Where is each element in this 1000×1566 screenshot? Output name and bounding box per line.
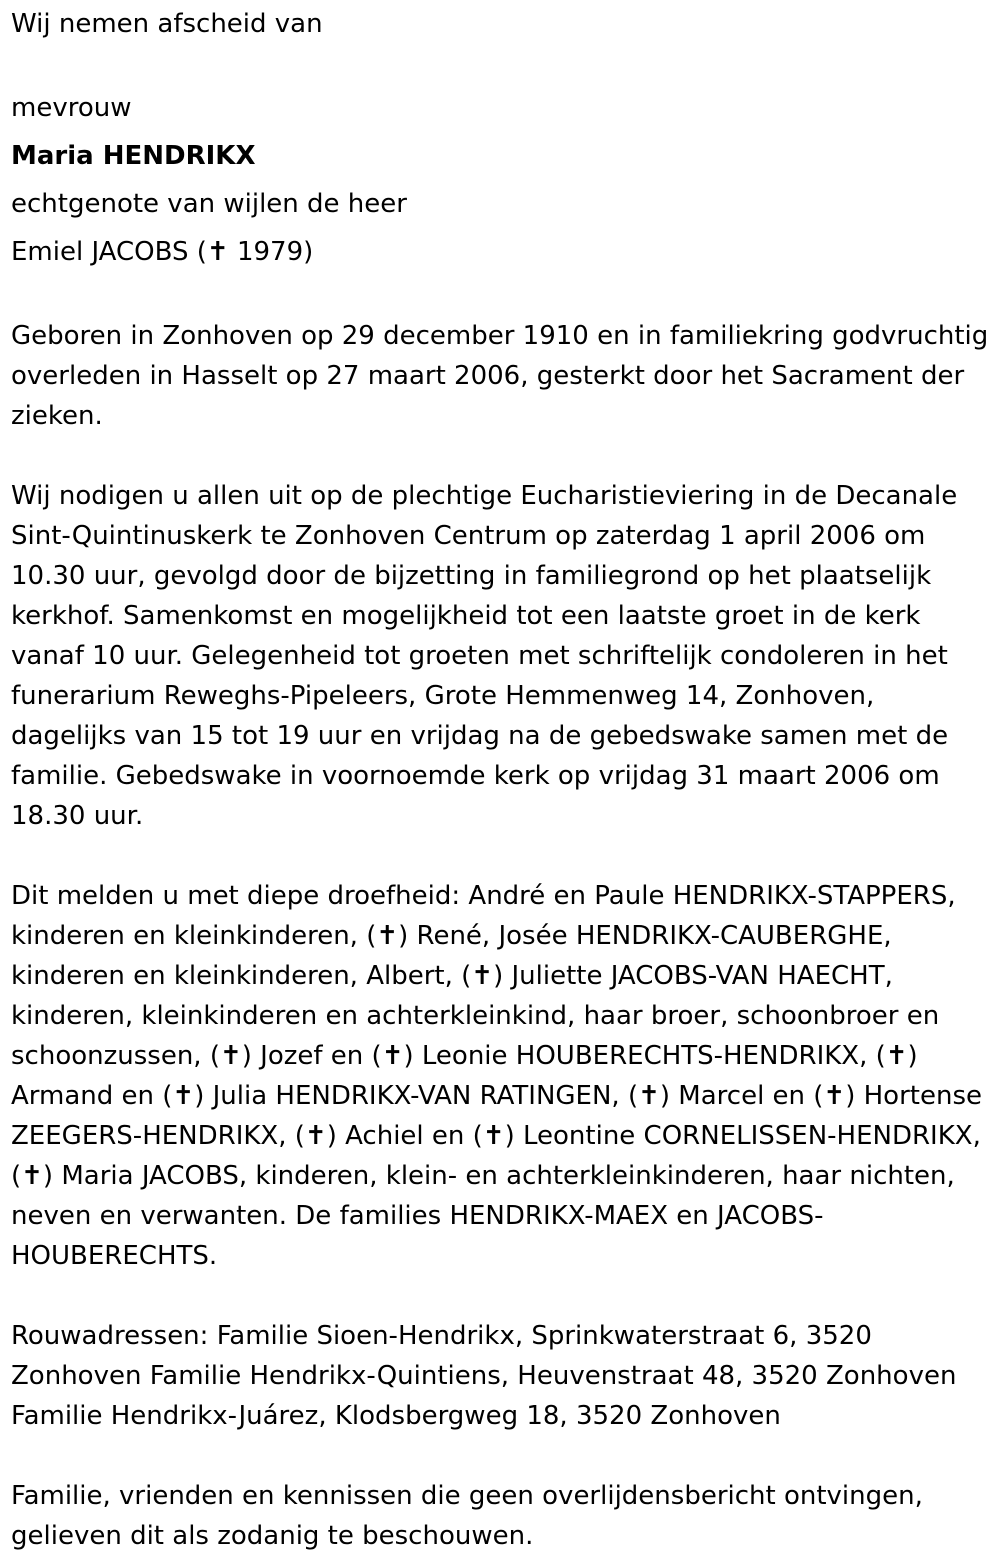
deceased-name: Maria HENDRIKX — [11, 141, 256, 171]
mourners-paragraph: Dit melden u met diepe droefheid: André en Paule HENDRIKX-STAPPERS, kinderen en kleinkinderen, (✝) René, Josée HENDRIKX-CAUBERGHE, kinderen en kleinkinderen, Albert, (✝) Juliette JACOBS-VAN HAECHT, kinderen, kleinkinderen en achterkleinkind, haar broer, schoonbroer en schoonzussen, (✝) Jozef en (✝) Leonie HOUBERECHTS-HENDRIKX, (✝) Armand en (✝) Julia HENDRIKX-VAN RATINGEN, (✝) Marcel en (✝) Hortense ZEEGERS-HENDRIKX, (✝) Achiel en (✝) Leontine CORNELISSEN-HENDRIKX, (✝) Maria JACOBS, kinderen, klein- en achterkleinkinderen, haar nichten, neven en verwanten. De families HENDRIKX-MAEX en JACOBS-HOUBERECHTS. — [11, 881, 982, 1271]
spacer — [11, 44, 996, 84]
spacer — [11, 1276, 996, 1316]
intro-text: Wij nemen afscheid van — [11, 9, 323, 39]
ceremony-paragraph: Wij nodigen u allen uit op de plechtige Eucharistieviering in de Decanale Sint-Quintinuskerk te Zonhoven Centrum op zaterdag 1 april 2006 om 10.30 uur, gevolgd door de bijzetting in familiegrond op het plaatselijk kerkhof. Samenkomst en mogelijkheid tot een laatste groet in de kerk vanaf 10 uur. Gelegenheid tot groeten met schriftelijk condoleren in het funerarium Reweghs-Pipeleers, Grote Hemmenweg 14, Zonhoven, dagelijks van 15 tot 19 uur en vrijdag na de gebedswake samen met de familie. Gebedswake in voornoemde kerk op vrijdag 31 maart 2006 om 18.30 uur. — [11, 481, 958, 831]
deceased-title: mevrouw — [11, 93, 132, 123]
spacer — [11, 1436, 996, 1476]
spacer — [11, 836, 996, 876]
spacer — [11, 276, 996, 316]
closing-paragraph: Familie, vrienden en kennissen die geen overlijdensbericht ontvingen, gelieven dit als zodanig te beschouwen. — [11, 1481, 923, 1551]
deceased-relation: echtgenote van wijlen de heer — [11, 189, 407, 219]
spouse-name: Emiel JACOBS (✝ 1979) — [11, 237, 314, 267]
birth-death-paragraph: Geboren in Zonhoven op 29 december 1910 en in familiekring godvruchtig overleden in Hasselt op 27 maart 2006, gesterkt door het Sacrament der zieken. — [11, 321, 989, 431]
obituary-document — [11, 4, 996, 1556]
spacer — [11, 436, 996, 476]
deceased-block — [11, 84, 996, 276]
addresses-paragraph: Rouwadressen: Familie Sioen-Hendrikx, Sprinkwaterstraat 6, 3520 Zonhoven Familie Hendrikx-Quintiens, Heuvenstraat 48, 3520 Zonhoven Familie Hendrikx-Juárez, Klodsbergweg 18, 3520 Zonhoven — [11, 1321, 957, 1431]
